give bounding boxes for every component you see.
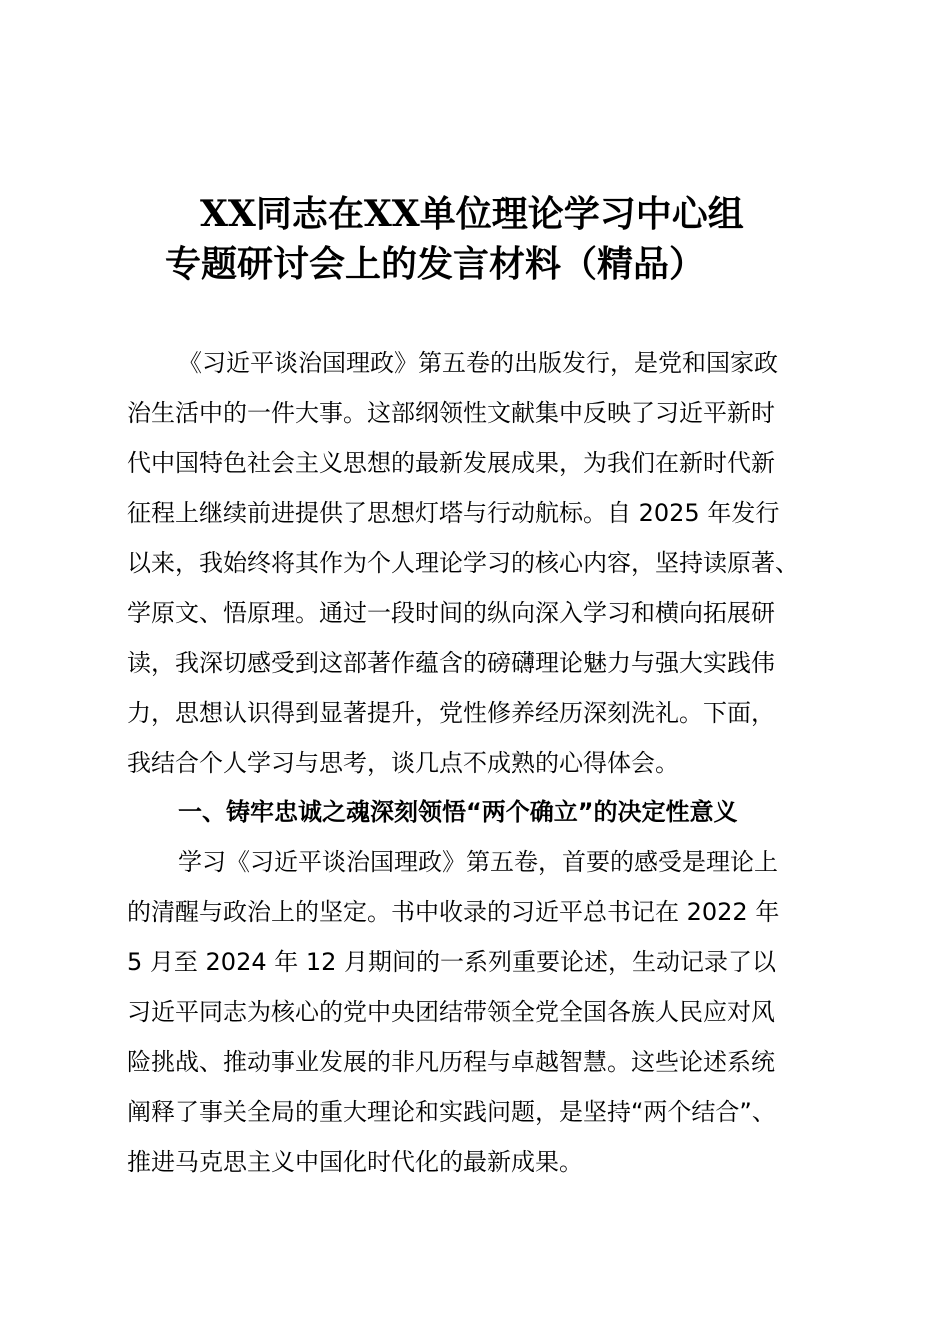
paragraph-2-line: 推进马克思主义中国化时代化的最新成果。 [127, 1148, 583, 1176]
document-title-line-2: 专题研讨会上的发言材料（精品） [165, 243, 706, 285]
paragraph-1-line: 力，思想认识得到显著提升，党性修养经历深刻洗礼。下面， [127, 699, 775, 727]
paragraph-2-line: 学习《习近平谈治国理政》第五卷，首要的感受是理论上 [178, 848, 778, 876]
paragraph-1-line: 征程上继续前进提供了思想灯塔与行动航标。自 2025 年发行 [127, 499, 780, 527]
document-title-line-1: XX同志在XX单位理论学习中心组 [200, 193, 744, 235]
paragraph-2-line: 习近平同志为核心的党中央团结带领全党全国各族人民应对风 [127, 998, 775, 1026]
section-1-heading: 一、铸牢忠诚之魂深刻领悟“两个确立”的决定性意义 [178, 798, 738, 826]
paragraph-2-line: 的清醒与政治上的坚定。书中收录的习近平总书记在 2022 年 [127, 898, 780, 926]
paragraph-1-line: 治生活中的一件大事。这部纲领性文献集中反映了习近平新时 [127, 399, 775, 427]
paragraph-1-line: 代中国特色社会主义思想的最新发展成果，为我们在新时代新 [127, 449, 775, 477]
paragraph-1-line: 《习近平谈治国理政》第五卷的出版发行，是党和国家政 [178, 349, 778, 377]
paragraph-2-line: 险挑战、推动事业发展的非凡历程与卓越智慧。这些论述系统 [127, 1048, 775, 1076]
paragraph-2-line: 5 月至 2024 年 12 月期间的一系列重要论述，生动记录了以 [127, 948, 777, 976]
paragraph-1-line: 以来，我始终将其作为个人理论学习的核心内容，坚持读原著、 [127, 549, 799, 577]
paragraph-2-line: 阐释了事关全局的重大理论和实践问题，是坚持“两个结合”、 [127, 1098, 776, 1126]
paragraph-1-line: 读，我深切感受到这部著作蕴含的磅礴理论魅力与强大实践伟 [127, 649, 775, 677]
paragraph-1-line: 学原文、悟原理。通过一段时间的纵向深入学习和横向拓展研 [127, 599, 775, 627]
paragraph-1-line: 我结合个人学习与思考，谈几点不成熟的心得体会。 [127, 749, 679, 777]
